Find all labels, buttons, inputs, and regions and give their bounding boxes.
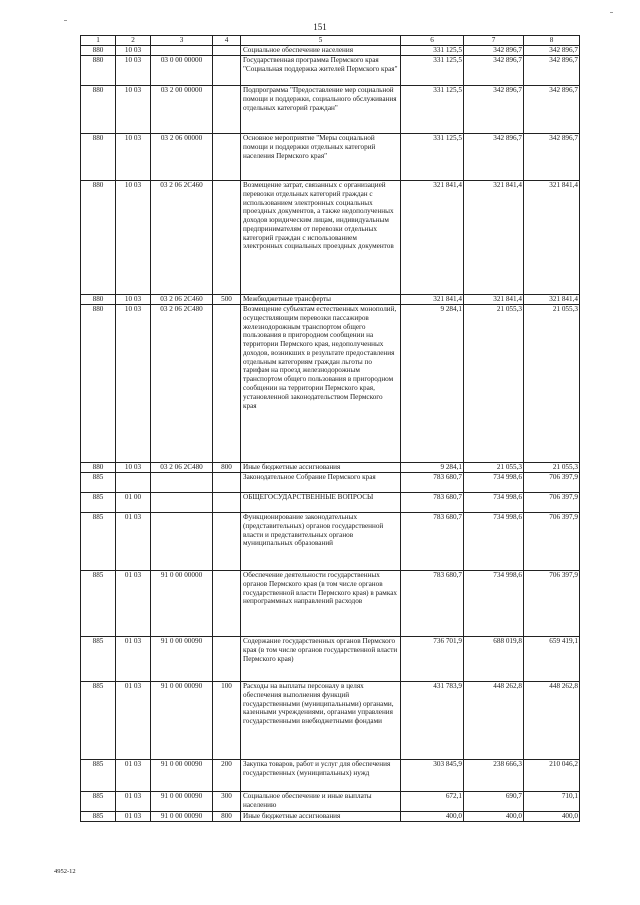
target-code bbox=[151, 46, 213, 56]
amount-year-3: 21 055,3 bbox=[524, 463, 580, 473]
section-code: 10 03 bbox=[116, 463, 151, 473]
amount-year-1: 736 701,9 bbox=[401, 637, 464, 682]
item-name: Социальное обеспечение населения bbox=[241, 46, 401, 56]
amount-year-3: 706 397,9 bbox=[524, 513, 580, 571]
section-code: 01 03 bbox=[116, 513, 151, 571]
admin-code: 885 bbox=[81, 812, 116, 822]
amount-year-3: 342 896,7 bbox=[524, 46, 580, 56]
item-name: Возмещение субъектам естественных монополий, осуществляющим перевозки пассажиров железнодорожным транспортом общего пользования в пригородном сообщении на территории Пермского края, недополученных доходов, возникших в результате предоставления отдельным категориям граждан льготы по тарифам на проезд железнодорожным транспортом общего пользования в пригородном сообщении на территории Пермского края, установленной законодательством Пермского края bbox=[241, 305, 401, 463]
admin-code: 880 bbox=[81, 295, 116, 305]
admin-code: 880 bbox=[81, 463, 116, 473]
footer-code: 4952-12 bbox=[54, 868, 76, 875]
expense-type-code: 200 bbox=[213, 760, 241, 792]
admin-code: 885 bbox=[81, 637, 116, 682]
table-row bbox=[81, 86, 580, 134]
expense-type-code bbox=[213, 473, 241, 493]
expense-type-code bbox=[213, 46, 241, 56]
amount-year-3: 659 419,1 bbox=[524, 637, 580, 682]
amount-year-1: 783 680,7 bbox=[401, 571, 464, 637]
table-row bbox=[81, 295, 580, 305]
amount-year-1: 331 125,5 bbox=[401, 56, 464, 86]
page-number: 151 bbox=[313, 22, 327, 32]
section-code: 10 03 bbox=[116, 134, 151, 181]
admin-code: 880 bbox=[81, 86, 116, 134]
column-header: 6 bbox=[401, 36, 464, 46]
amount-year-1: 400,0 bbox=[401, 812, 464, 822]
section-code: 10 03 bbox=[116, 181, 151, 295]
table-row bbox=[81, 56, 580, 86]
amount-year-2: 688 019,8 bbox=[464, 637, 524, 682]
table-row bbox=[81, 181, 580, 295]
section-code: 01 03 bbox=[116, 812, 151, 822]
table-row bbox=[81, 473, 580, 493]
target-code: 03 0 00 00000 bbox=[151, 56, 213, 86]
amount-year-1: 331 125,5 bbox=[401, 46, 464, 56]
section-code: 10 03 bbox=[116, 56, 151, 86]
admin-code: 885 bbox=[81, 760, 116, 792]
table-row bbox=[81, 682, 580, 760]
section-code: 01 03 bbox=[116, 571, 151, 637]
expense-type-code bbox=[213, 493, 241, 513]
item-name: Обеспечение деятельности государственных органов Пермского края (в том числе органов государственной власти Пермского края) в рамках непрограммных направлений расходов bbox=[241, 571, 401, 637]
expense-type-code bbox=[213, 86, 241, 134]
section-code: 10 03 bbox=[116, 295, 151, 305]
admin-code: 880 bbox=[81, 305, 116, 463]
scan-artifact bbox=[64, 20, 67, 21]
amount-year-2: 734 998,6 bbox=[464, 493, 524, 513]
expense-type-code bbox=[213, 513, 241, 571]
amount-year-2: 690,7 bbox=[464, 792, 524, 812]
item-name: Межбюджетные трансферты bbox=[241, 295, 401, 305]
amount-year-2: 21 055,3 bbox=[464, 305, 524, 463]
target-code: 91 0 00 00090 bbox=[151, 792, 213, 812]
amount-year-1: 783 680,7 bbox=[401, 473, 464, 493]
amount-year-2: 734 998,6 bbox=[464, 473, 524, 493]
amount-year-2: 342 896,7 bbox=[464, 56, 524, 86]
section-code: 10 03 bbox=[116, 86, 151, 134]
column-header: 1 bbox=[81, 36, 116, 46]
expense-type-code: 800 bbox=[213, 463, 241, 473]
item-name: Основное мероприятие "Меры социальной помощи и поддержки отдельных категорий населения Пермского края" bbox=[241, 134, 401, 181]
amount-year-3: 706 397,9 bbox=[524, 493, 580, 513]
budget-table bbox=[80, 35, 580, 822]
section-code: 10 03 bbox=[116, 46, 151, 56]
table-row bbox=[81, 493, 580, 513]
admin-code: 880 bbox=[81, 56, 116, 86]
amount-year-3: 706 397,9 bbox=[524, 571, 580, 637]
amount-year-2: 400,0 bbox=[464, 812, 524, 822]
amount-year-2: 238 666,3 bbox=[464, 760, 524, 792]
admin-code: 885 bbox=[81, 792, 116, 812]
table-body bbox=[81, 46, 580, 822]
admin-code: 885 bbox=[81, 682, 116, 760]
admin-code: 880 bbox=[81, 134, 116, 181]
target-code bbox=[151, 473, 213, 493]
target-code: 91 0 00 00090 bbox=[151, 812, 213, 822]
admin-code: 880 bbox=[81, 181, 116, 295]
table-row bbox=[81, 571, 580, 637]
target-code: 03 2 00 00000 bbox=[151, 86, 213, 134]
expense-type-code: 800 bbox=[213, 812, 241, 822]
table-row bbox=[81, 792, 580, 812]
amount-year-1: 321 841,4 bbox=[401, 181, 464, 295]
target-code: 03 2 06 2С460 bbox=[151, 181, 213, 295]
amount-year-1: 431 783,9 bbox=[401, 682, 464, 760]
item-name: Государственная программа Пермского края "Социальная поддержка жителей Пермского края" bbox=[241, 56, 401, 86]
amount-year-1: 9 284,1 bbox=[401, 463, 464, 473]
amount-year-1: 303 845,9 bbox=[401, 760, 464, 792]
target-code: 03 2 06 2С480 bbox=[151, 305, 213, 463]
target-code: 91 0 00 00090 bbox=[151, 760, 213, 792]
column-header: 8 bbox=[524, 36, 580, 46]
amount-year-3: 706 397,9 bbox=[524, 473, 580, 493]
amount-year-1: 783 680,7 bbox=[401, 513, 464, 571]
target-code bbox=[151, 513, 213, 571]
target-code: 03 2 06 2С480 bbox=[151, 463, 213, 473]
amount-year-2: 448 262,8 bbox=[464, 682, 524, 760]
expense-type-code: 300 bbox=[213, 792, 241, 812]
table-row bbox=[81, 513, 580, 571]
header-row bbox=[81, 36, 580, 46]
amount-year-1: 321 841,4 bbox=[401, 295, 464, 305]
column-header: 7 bbox=[464, 36, 524, 46]
amount-year-2: 321 841,4 bbox=[464, 181, 524, 295]
amount-year-3: 210 046,2 bbox=[524, 760, 580, 792]
amount-year-1: 783 680,7 bbox=[401, 493, 464, 513]
target-code: 91 0 00 00000 bbox=[151, 571, 213, 637]
amount-year-3: 448 262,8 bbox=[524, 682, 580, 760]
target-code: 91 0 00 00090 bbox=[151, 637, 213, 682]
amount-year-3: 21 055,3 bbox=[524, 305, 580, 463]
admin-code: 885 bbox=[81, 493, 116, 513]
amount-year-1: 9 284,1 bbox=[401, 305, 464, 463]
section-code: 01 03 bbox=[116, 637, 151, 682]
column-header: 4 bbox=[213, 36, 241, 46]
table-row bbox=[81, 463, 580, 473]
expense-type-code: 500 bbox=[213, 295, 241, 305]
target-code: 03 2 06 00000 bbox=[151, 134, 213, 181]
table-row bbox=[81, 637, 580, 682]
admin-code: 885 bbox=[81, 473, 116, 493]
item-name: Законодательное Собрание Пермского края bbox=[241, 473, 401, 493]
amount-year-2: 734 998,6 bbox=[464, 513, 524, 571]
expense-type-code bbox=[213, 571, 241, 637]
expense-type-code bbox=[213, 181, 241, 295]
amount-year-2: 734 998,6 bbox=[464, 571, 524, 637]
item-name: Подпрограмма "Предоставление мер социальной помощи и поддержки, социального обслуживания отдельных категорий граждан" bbox=[241, 86, 401, 134]
section-code: 01 00 bbox=[116, 493, 151, 513]
expense-type-code: 100 bbox=[213, 682, 241, 760]
amount-year-2: 321 841,4 bbox=[464, 295, 524, 305]
target-code: 91 0 00 00090 bbox=[151, 682, 213, 760]
expense-type-code bbox=[213, 134, 241, 181]
section-code bbox=[116, 473, 151, 493]
target-code bbox=[151, 493, 213, 513]
amount-year-2: 342 896,7 bbox=[464, 134, 524, 181]
section-code: 01 03 bbox=[116, 760, 151, 792]
table-row bbox=[81, 812, 580, 822]
item-name: Расходы на выплаты персоналу в целях обеспечения выполнения функций государственными (муниципальными) органами, казенными учреждениями, органами управления государственными внебюджетными фондами bbox=[241, 682, 401, 760]
column-header: 5 bbox=[241, 36, 401, 46]
item-name: Содержание государственных органов Пермского края (в том числе органов государственной власти Пермского края) bbox=[241, 637, 401, 682]
column-header: 2 bbox=[116, 36, 151, 46]
column-header: 3 bbox=[151, 36, 213, 46]
amount-year-1: 331 125,5 bbox=[401, 134, 464, 181]
expense-type-code bbox=[213, 305, 241, 463]
amount-year-3: 342 896,7 bbox=[524, 86, 580, 134]
table-row bbox=[81, 134, 580, 181]
table-row bbox=[81, 305, 580, 463]
expense-type-code bbox=[213, 637, 241, 682]
item-name: Иные бюджетные ассигнования bbox=[241, 812, 401, 822]
table-row bbox=[81, 760, 580, 792]
amount-year-3: 321 841,4 bbox=[524, 181, 580, 295]
section-code: 01 03 bbox=[116, 792, 151, 812]
admin-code: 885 bbox=[81, 513, 116, 571]
item-name: ОБЩЕГОСУДАРСТВЕННЫЕ ВОПРОСЫ bbox=[241, 493, 401, 513]
amount-year-1: 672,1 bbox=[401, 792, 464, 812]
item-name: Закупка товаров, работ и услуг для обеспечения государственных (муниципальных) нужд bbox=[241, 760, 401, 792]
target-code: 03 2 06 2С460 bbox=[151, 295, 213, 305]
amount-year-2: 342 896,7 bbox=[464, 86, 524, 134]
item-name: Возмещение затрат, связанных с организацией перевозки отдельных категорий граждан с использованием электронных социальных проездных документов, а также недополученных доходов юридическим лицам, индивидуальным предпринимателям от перевозки отдельных категорий граждан с использованием электронных социальных проездных документов bbox=[241, 181, 401, 295]
item-name: Функционирование законодательных (представительных) органов государственной власти и представительных органов муниципальных образований bbox=[241, 513, 401, 571]
admin-code: 880 bbox=[81, 46, 116, 56]
item-name: Иные бюджетные ассигнования bbox=[241, 463, 401, 473]
amount-year-1: 331 125,5 bbox=[401, 86, 464, 134]
amount-year-3: 321 841,4 bbox=[524, 295, 580, 305]
expense-type-code bbox=[213, 56, 241, 86]
section-code: 01 03 bbox=[116, 682, 151, 760]
amount-year-3: 710,1 bbox=[524, 792, 580, 812]
table-row bbox=[81, 46, 580, 56]
amount-year-3: 342 896,7 bbox=[524, 134, 580, 181]
amount-year-3: 400,0 bbox=[524, 812, 580, 822]
admin-code: 885 bbox=[81, 571, 116, 637]
item-name: Социальное обеспечение и иные выплаты населению bbox=[241, 792, 401, 812]
amount-year-2: 342 896,7 bbox=[464, 46, 524, 56]
section-code: 10 03 bbox=[116, 305, 151, 463]
amount-year-2: 21 055,3 bbox=[464, 463, 524, 473]
amount-year-3: 342 896,7 bbox=[524, 56, 580, 86]
scan-artifact bbox=[610, 12, 613, 13]
